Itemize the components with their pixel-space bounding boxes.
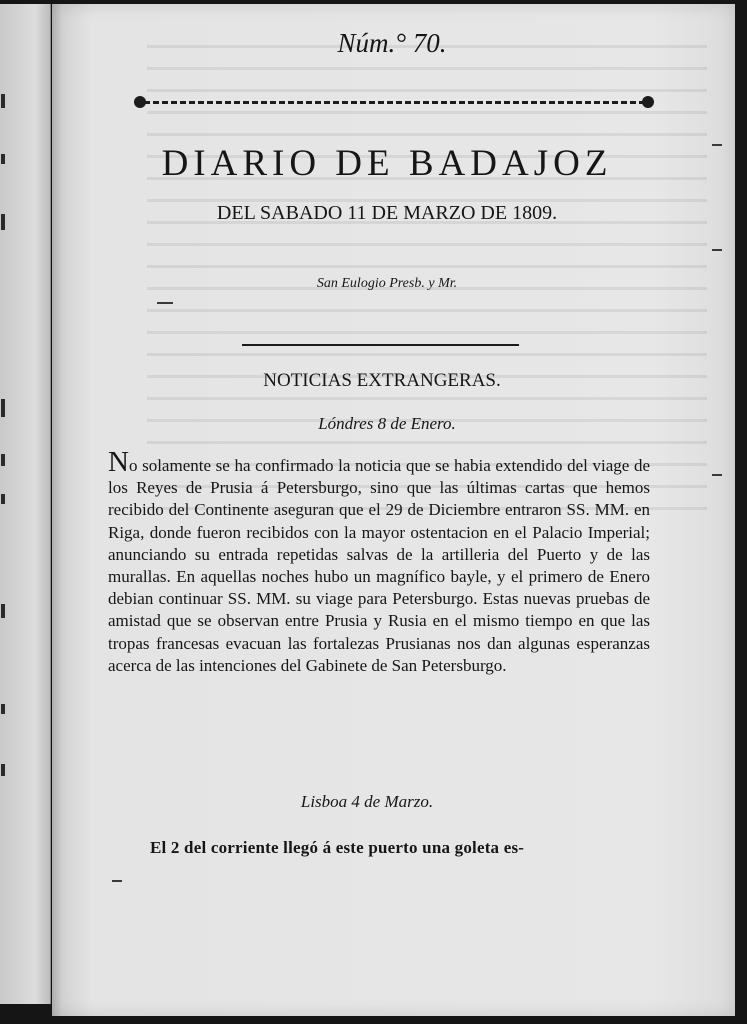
dateline-london: Lóndres 8 de Enero. bbox=[318, 414, 456, 433]
margin-mark bbox=[712, 144, 722, 146]
facing-page-mark bbox=[1, 214, 5, 230]
drop-cap: N bbox=[108, 446, 129, 478]
margin-mark bbox=[712, 249, 722, 251]
article-body: o solamente se ha confirmado la noticia que se habia extendido del viage de los Reyes de Prusia á Petersburgo, sino que las últimas cartas que hemos recibido del Continente aseguran que el 29 de Diciembre entraron SS. MM. en Riga, donde fueron recibidos con la mayor ostentacion en el Palacio Imperial; anunciando su entrada repetidas salvas de la artilleria del Puerto y de las murallas. En aquellas noches hubo un magnífico bayle, y el primero de Enero debian continuar SS. MM. su viage para Petersburgo. Estas nuevas pruebas de amistad que se observan entre Prusia y Rusia en el mismo tiempo en que las tropas francesas evacuan las fortalezas Prusianas nos dan algunas esperanzas acerca de las intenciones del Gabinete de San Petersburgo. bbox=[108, 456, 650, 675]
facing-page-mark bbox=[1, 399, 5, 417]
margin-mark bbox=[712, 474, 722, 476]
dateline-lisbon: Lisboa 4 de Marzo. bbox=[300, 792, 434, 811]
article-lisbon-start: El 2 del corriente llegó á este puerto una goleta es- bbox=[150, 838, 525, 857]
facing-page-mark bbox=[1, 154, 5, 164]
margin-mark bbox=[157, 302, 173, 304]
section-title: NOTICIAS EXTRANGERAS. bbox=[263, 370, 501, 391]
article-london bbox=[108, 446, 650, 677]
facing-page-edge bbox=[0, 4, 51, 1004]
ornament-line bbox=[144, 101, 644, 104]
facing-page-mark bbox=[1, 454, 5, 466]
ornament-knob-right bbox=[642, 96, 654, 108]
facing-page-mark bbox=[1, 604, 5, 618]
issue-number: Núm.° 70. bbox=[337, 28, 447, 58]
masthead-title: DIARIO DE BADAJOZ bbox=[161, 143, 613, 184]
facing-page-mark bbox=[1, 704, 5, 714]
facing-page-mark bbox=[1, 764, 5, 776]
facing-page-mark bbox=[1, 494, 5, 504]
issue-date: DEL SABADO 11 DE MARZO DE 1809. bbox=[216, 202, 558, 224]
facing-page-mark bbox=[1, 94, 5, 108]
section-rule bbox=[242, 344, 519, 346]
saint-of-day: San Eulogio Presb. y Mr. bbox=[316, 276, 458, 291]
newspaper-page bbox=[52, 4, 735, 1016]
margin-mark bbox=[112, 880, 122, 882]
decorative-rule bbox=[134, 96, 654, 108]
